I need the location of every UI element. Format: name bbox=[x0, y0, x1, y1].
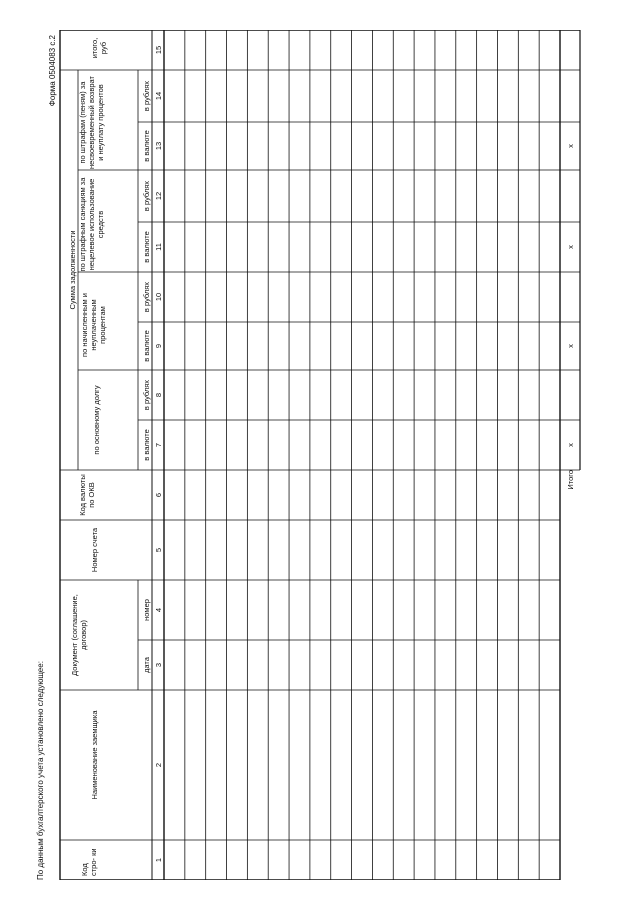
header-document: Документ (соглашение, договор) bbox=[70, 594, 88, 676]
col-number: 6 bbox=[154, 492, 163, 498]
total-row-label: Итого bbox=[566, 470, 575, 490]
col-number: 5 bbox=[154, 547, 163, 553]
subheader-rubles-interest: в рублях bbox=[142, 281, 151, 313]
header-principal: по основному долгу bbox=[92, 385, 101, 455]
col-number: 8 bbox=[154, 392, 163, 398]
header-date: дата bbox=[142, 657, 151, 673]
header-debt-amount: Сумма задолженности bbox=[68, 230, 77, 310]
header-currency-code: Код валюты по ОКВ bbox=[78, 474, 96, 516]
col-number: 3 bbox=[154, 662, 163, 668]
table-grid bbox=[30, 30, 610, 880]
total-x-mark: x bbox=[566, 344, 575, 348]
header-total-rub: итого, руб bbox=[90, 37, 108, 59]
col-number: 12 bbox=[154, 191, 163, 201]
header-penalty-misuse: по штрафным санкциям за нецелевое использование средств bbox=[78, 177, 105, 272]
intro-text: По данным бухгалтерского учета установлено следующее: bbox=[36, 661, 45, 880]
subheader-currency-principal: в валюте bbox=[142, 429, 151, 461]
form-number: Форма 0504083 с.2 bbox=[48, 35, 57, 107]
col-number: 13 bbox=[154, 141, 163, 151]
subheader-currency-interest: в валюте bbox=[142, 330, 151, 362]
header-borrower: Наименование заемщика bbox=[90, 710, 99, 800]
col-number: 10 bbox=[154, 292, 163, 302]
header-penalty-late: по штрафам (пеням) за несвоевременный возврат и неуплату процентов bbox=[78, 76, 105, 169]
header-account: Номер счета bbox=[90, 527, 99, 573]
subheader-rubles-late: в рублях bbox=[142, 80, 151, 112]
subheader-currency-late: в валюте bbox=[142, 130, 151, 162]
total-x-mark: x bbox=[566, 144, 575, 148]
col-number: 9 bbox=[154, 343, 163, 349]
total-x-mark: x bbox=[566, 443, 575, 447]
col-number: 14 bbox=[154, 91, 163, 101]
col-number: 2 bbox=[154, 762, 163, 768]
total-x-mark: x bbox=[566, 245, 575, 249]
subheader-rubles-misuse: в рублях bbox=[142, 180, 151, 212]
rotated-form-sheet bbox=[30, 30, 610, 880]
col-number: 1 bbox=[154, 857, 163, 863]
header-number: номер bbox=[142, 599, 151, 621]
col-number: 11 bbox=[154, 243, 163, 251]
subheader-currency-misuse: в валюте bbox=[142, 231, 151, 263]
subheader-rubles-principal: в рублях bbox=[142, 379, 151, 411]
header-interest: по начисленным и неуплаченным процентам bbox=[80, 293, 107, 357]
col-number: 15 bbox=[154, 45, 163, 55]
col-number: 7 bbox=[154, 442, 163, 448]
header-row-code: Код стро- ки bbox=[80, 848, 98, 876]
col-number: 4 bbox=[154, 607, 163, 613]
